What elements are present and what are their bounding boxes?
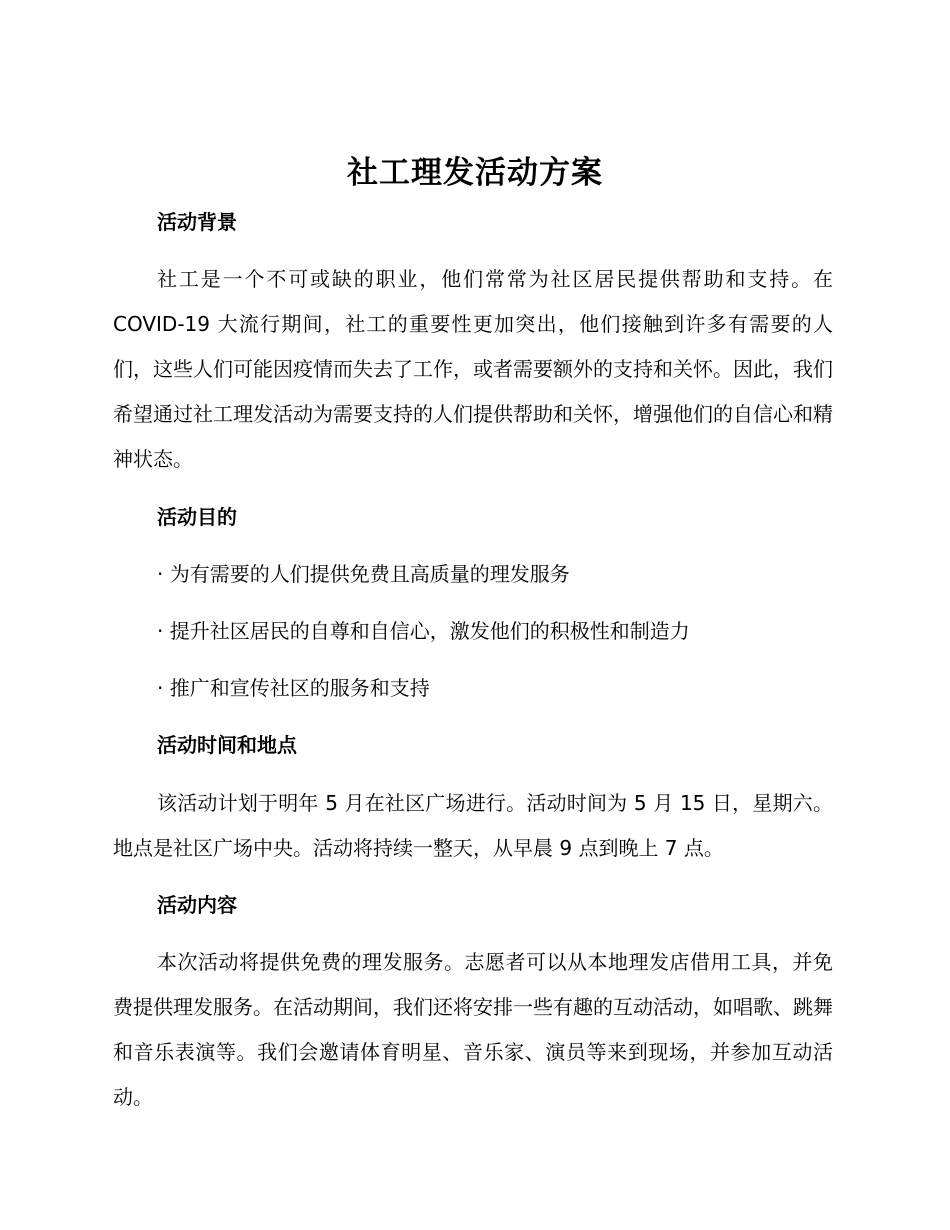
paragraph-content: 本次活动将提供免费的理发服务。志愿者可以从本地理发店借用工具，并免费提供理发服务。在活动期间，我们还将安排一些有趣的互动活动，如唱歌、跳舞和音乐表演等。我们会邀请体育明星、音乐家、演员等来到现场，并参加互动活动。 [113, 950, 833, 1109]
bullet-item: · 为有需要的人们提供免费且高质量的理发服务 [157, 562, 570, 586]
section-heading-content: 活动内容 [157, 893, 237, 917]
section-heading-background: 活动背景 [157, 210, 237, 234]
paragraph-time-place: 该活动计划于明年 5 月在社区广场进行。活动时间为 5 月 15 日，星期六。地点是社区广场中央。活动将持续一整天，从早晨 9 点到晚上 7 点。 [113, 791, 833, 860]
section-heading-purpose: 活动目的 [157, 505, 237, 529]
paragraph-background: 社工是一个不可或缺的职业，他们常常为社区居民提供帮助和支持。在COVID-19 大流行期间，社工的重要性更加突出，他们接触到许多有需要的人们，这些人们可能因疫情而失去了工作，或者需要额外的支持和关怀。因此，我们希望通过社工理发活动为需要支持的人们提供帮助和关怀，增强他们的自信心和精神状态。 [113, 267, 833, 471]
bullet-item: · 提升社区居民的自尊和自信心，激发他们的积极性和制造力 [157, 619, 690, 643]
bullet-item: · 推广和宣传社区的服务和支持 [157, 676, 430, 700]
document-title: 社工理发活动方案 [347, 155, 603, 191]
section-heading-time-place: 活动时间和地点 [157, 733, 297, 757]
